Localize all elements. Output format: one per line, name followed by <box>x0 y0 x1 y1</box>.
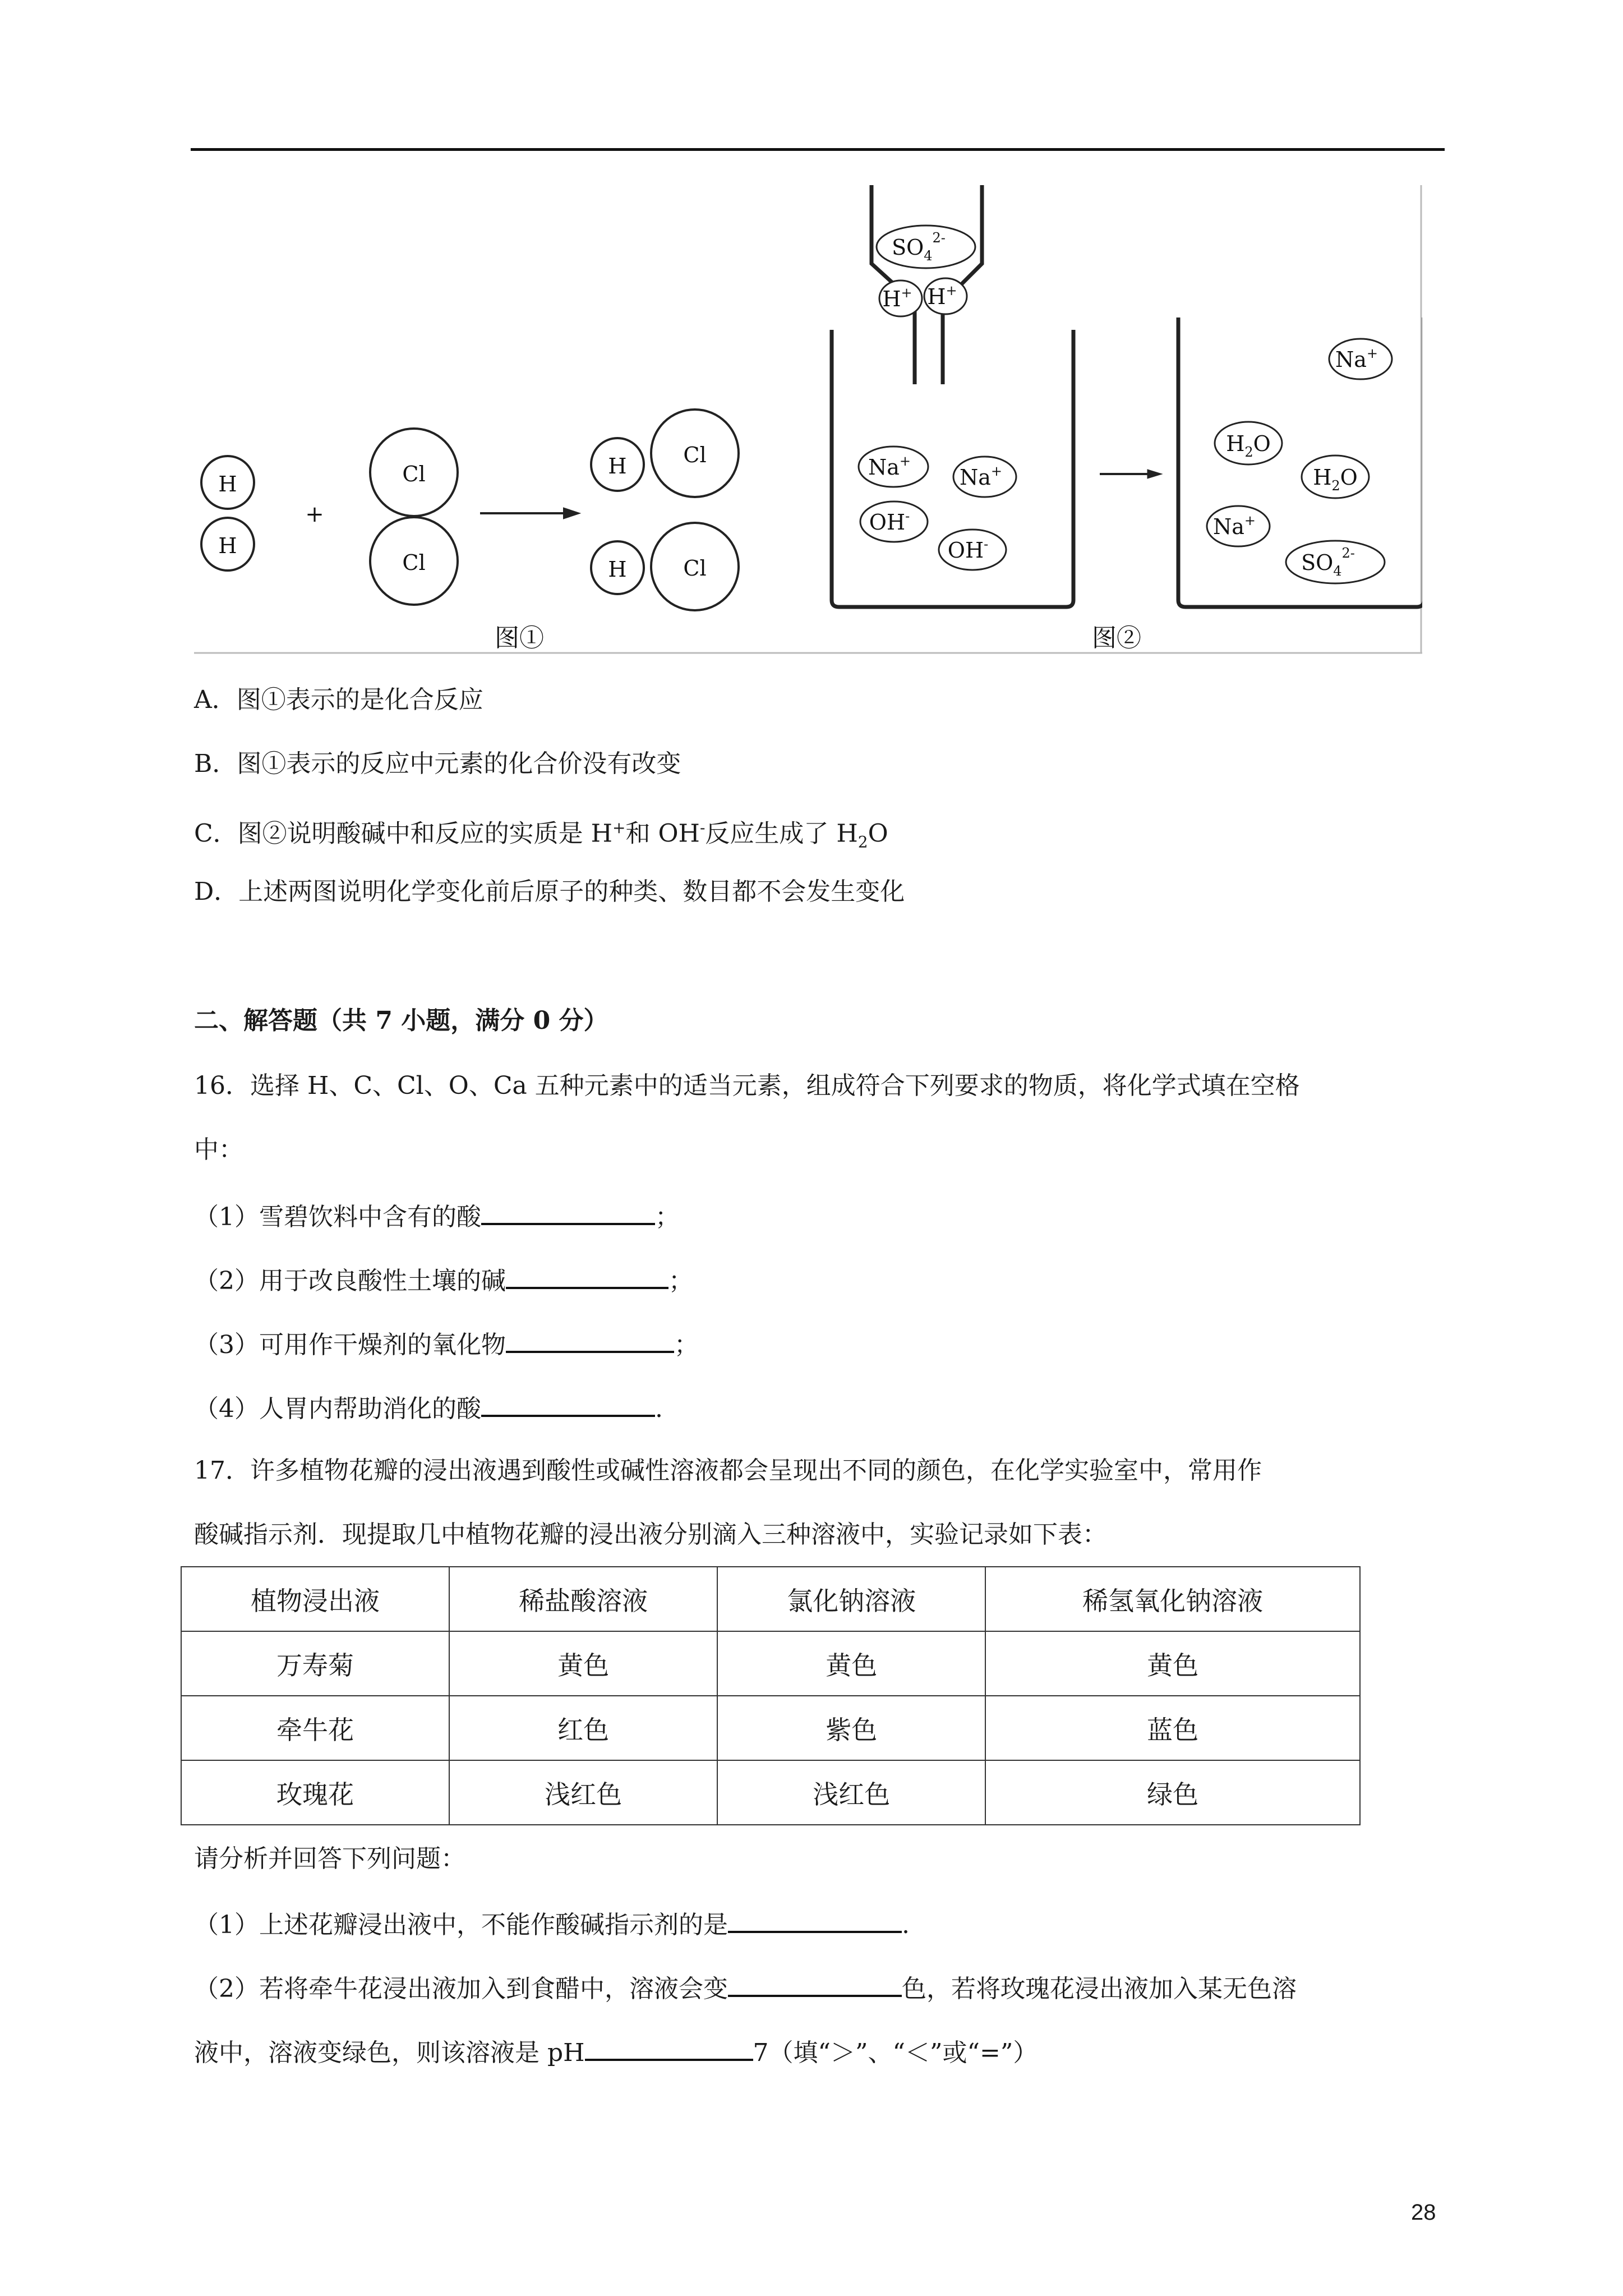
answer-blank[interactable] <box>481 1198 655 1225</box>
table-cell: 黄色 <box>985 1631 1360 1696</box>
table-header: 稀盐酸溶液 <box>449 1567 717 1631</box>
question-17-sub1: （1）上述花瓣浸出液中，不能作酸碱指示剂的是 . <box>194 1906 910 1942</box>
question-16-item: （1）雪碧饮料中含有的酸 ； <box>194 1198 680 1234</box>
hydroxide-ion-label: OH- <box>947 536 989 563</box>
table-cell: 黄色 <box>717 1631 985 1696</box>
indicator-table <box>181 1566 1361 1825</box>
option-c: C．图②说明酸碱中和反应的实质是 H+和 OH-反应生成了 $H_2O$ <box>194 818 888 852</box>
table-header: 稀氢氧化钠溶液 <box>985 1567 1360 1631</box>
figure-1-hcl-reaction <box>201 409 739 610</box>
sulfate-ion-label: $SO_4^{2-}$ <box>892 230 946 264</box>
hydrogen-ion-label: H+ <box>882 285 912 311</box>
table-cell: 蓝色 <box>985 1696 1360 1760</box>
table-row <box>181 1696 1360 1760</box>
question-16-item: （3）可用作干燥剂的氧化物 ； <box>194 1326 699 1362</box>
section-title: 二、解答题（共 7 小题，满分 0 分） <box>194 1006 608 1035</box>
plus-sign: + <box>305 501 324 527</box>
table-cell: 万寿菊 <box>181 1631 449 1696</box>
figure-2-caption: 图② <box>1092 624 1141 652</box>
sodium-ion-label: Na+ <box>868 453 911 480</box>
answer-blank[interactable] <box>506 1262 668 1289</box>
sulfate-ion-label: $SO_4^{2-}$ <box>1301 545 1355 579</box>
answer-blank[interactable] <box>506 1326 674 1353</box>
sodium-ion-label: Na+ <box>1212 513 1256 539</box>
answer-blank[interactable] <box>481 1390 655 1417</box>
water-molecule-label: $H_2O$ <box>1313 465 1358 494</box>
table-cell: 红色 <box>449 1696 717 1760</box>
analysis-prompt: 请分析并回答下列问题： <box>194 1844 465 1873</box>
option-d: D．上述两图说明化学变化前后原子的种类、数目都不会发生变化 <box>194 877 905 906</box>
question-17-sub2-cont: 液中，溶液变绿色，则该溶液是 pH 7（填“＞”、“＜”或“=”） <box>194 2034 1038 2070</box>
cl-atom-label: Cl <box>402 550 426 575</box>
table-header: 氯化钠溶液 <box>717 1567 985 1631</box>
page-number: 28 <box>1411 2200 1436 2225</box>
cl-atom-label: Cl <box>683 443 707 467</box>
question-16-item: （2）用于改良酸性土壤的碱 ； <box>194 1262 693 1298</box>
sodium-ion-label: Na+ <box>1335 346 1378 372</box>
hydroxide-ion-label: OH- <box>869 508 910 535</box>
answer-blank[interactable] <box>585 2034 753 2061</box>
reaction-figure <box>194 185 1422 654</box>
cl-atom-label: Cl <box>683 556 707 581</box>
table-row <box>181 1760 1360 1825</box>
cl-atom-label: Cl <box>402 462 426 486</box>
figure-1-caption: 图① <box>495 624 544 652</box>
table-cell: 浅红色 <box>449 1760 717 1825</box>
answer-blank[interactable] <box>728 1906 902 1933</box>
question-16-item: （4）人胃内帮助消化的酸 . <box>194 1390 663 1426</box>
table-header: 植物浸出液 <box>181 1567 449 1631</box>
question-16-stem-cont: 中： <box>194 1135 243 1164</box>
table-cell: 绿色 <box>985 1760 1360 1825</box>
question-17-sub2: （2）若将牵牛花浸出液加入到食醋中，溶液会变 色，若将玫瑰花浸出液加入某无色溶 <box>194 1970 1297 2006</box>
question-17-stem: 17．许多植物花瓣的浸出液遇到酸性或碱性溶液都会呈现出不同的颜色，在化学实验室中，常用作 <box>194 1456 1262 1485</box>
table-header-row <box>181 1567 1360 1631</box>
header-rule <box>191 148 1445 151</box>
hydrogen-ion-label: H+ <box>927 283 957 309</box>
answer-blank[interactable] <box>728 1970 902 1997</box>
table-cell: 浅红色 <box>717 1760 985 1825</box>
h-atom-label: H <box>218 472 237 496</box>
table-cell: 黄色 <box>449 1631 717 1696</box>
h-atom-label: H <box>608 454 627 478</box>
question-17-stem-cont: 酸碱指示剂．现提取几中植物花瓣的浸出液分别滴入三种溶液中，实验记录如下表： <box>194 1520 1107 1549</box>
table-row <box>181 1631 1360 1696</box>
h-atom-label: H <box>218 533 237 558</box>
h-atom-label: H <box>608 557 627 582</box>
water-molecule-label: $H_2O$ <box>1226 431 1271 460</box>
option-a: A．图①表示的是化合反应 <box>194 685 483 714</box>
option-b: B．图①表示的反应中元素的化合价没有改变 <box>194 749 681 778</box>
sodium-ion-label: Na+ <box>959 463 1003 490</box>
table-cell: 牵牛花 <box>181 1696 449 1760</box>
table-cell: 玫瑰花 <box>181 1760 449 1825</box>
question-16-stem: 16．选择 H、C、Cl、O、Ca 五种元素中的适当元素，组成符合下列要求的物质，将化学式填在空格 <box>194 1071 1300 1100</box>
table-cell: 紫色 <box>717 1696 985 1760</box>
